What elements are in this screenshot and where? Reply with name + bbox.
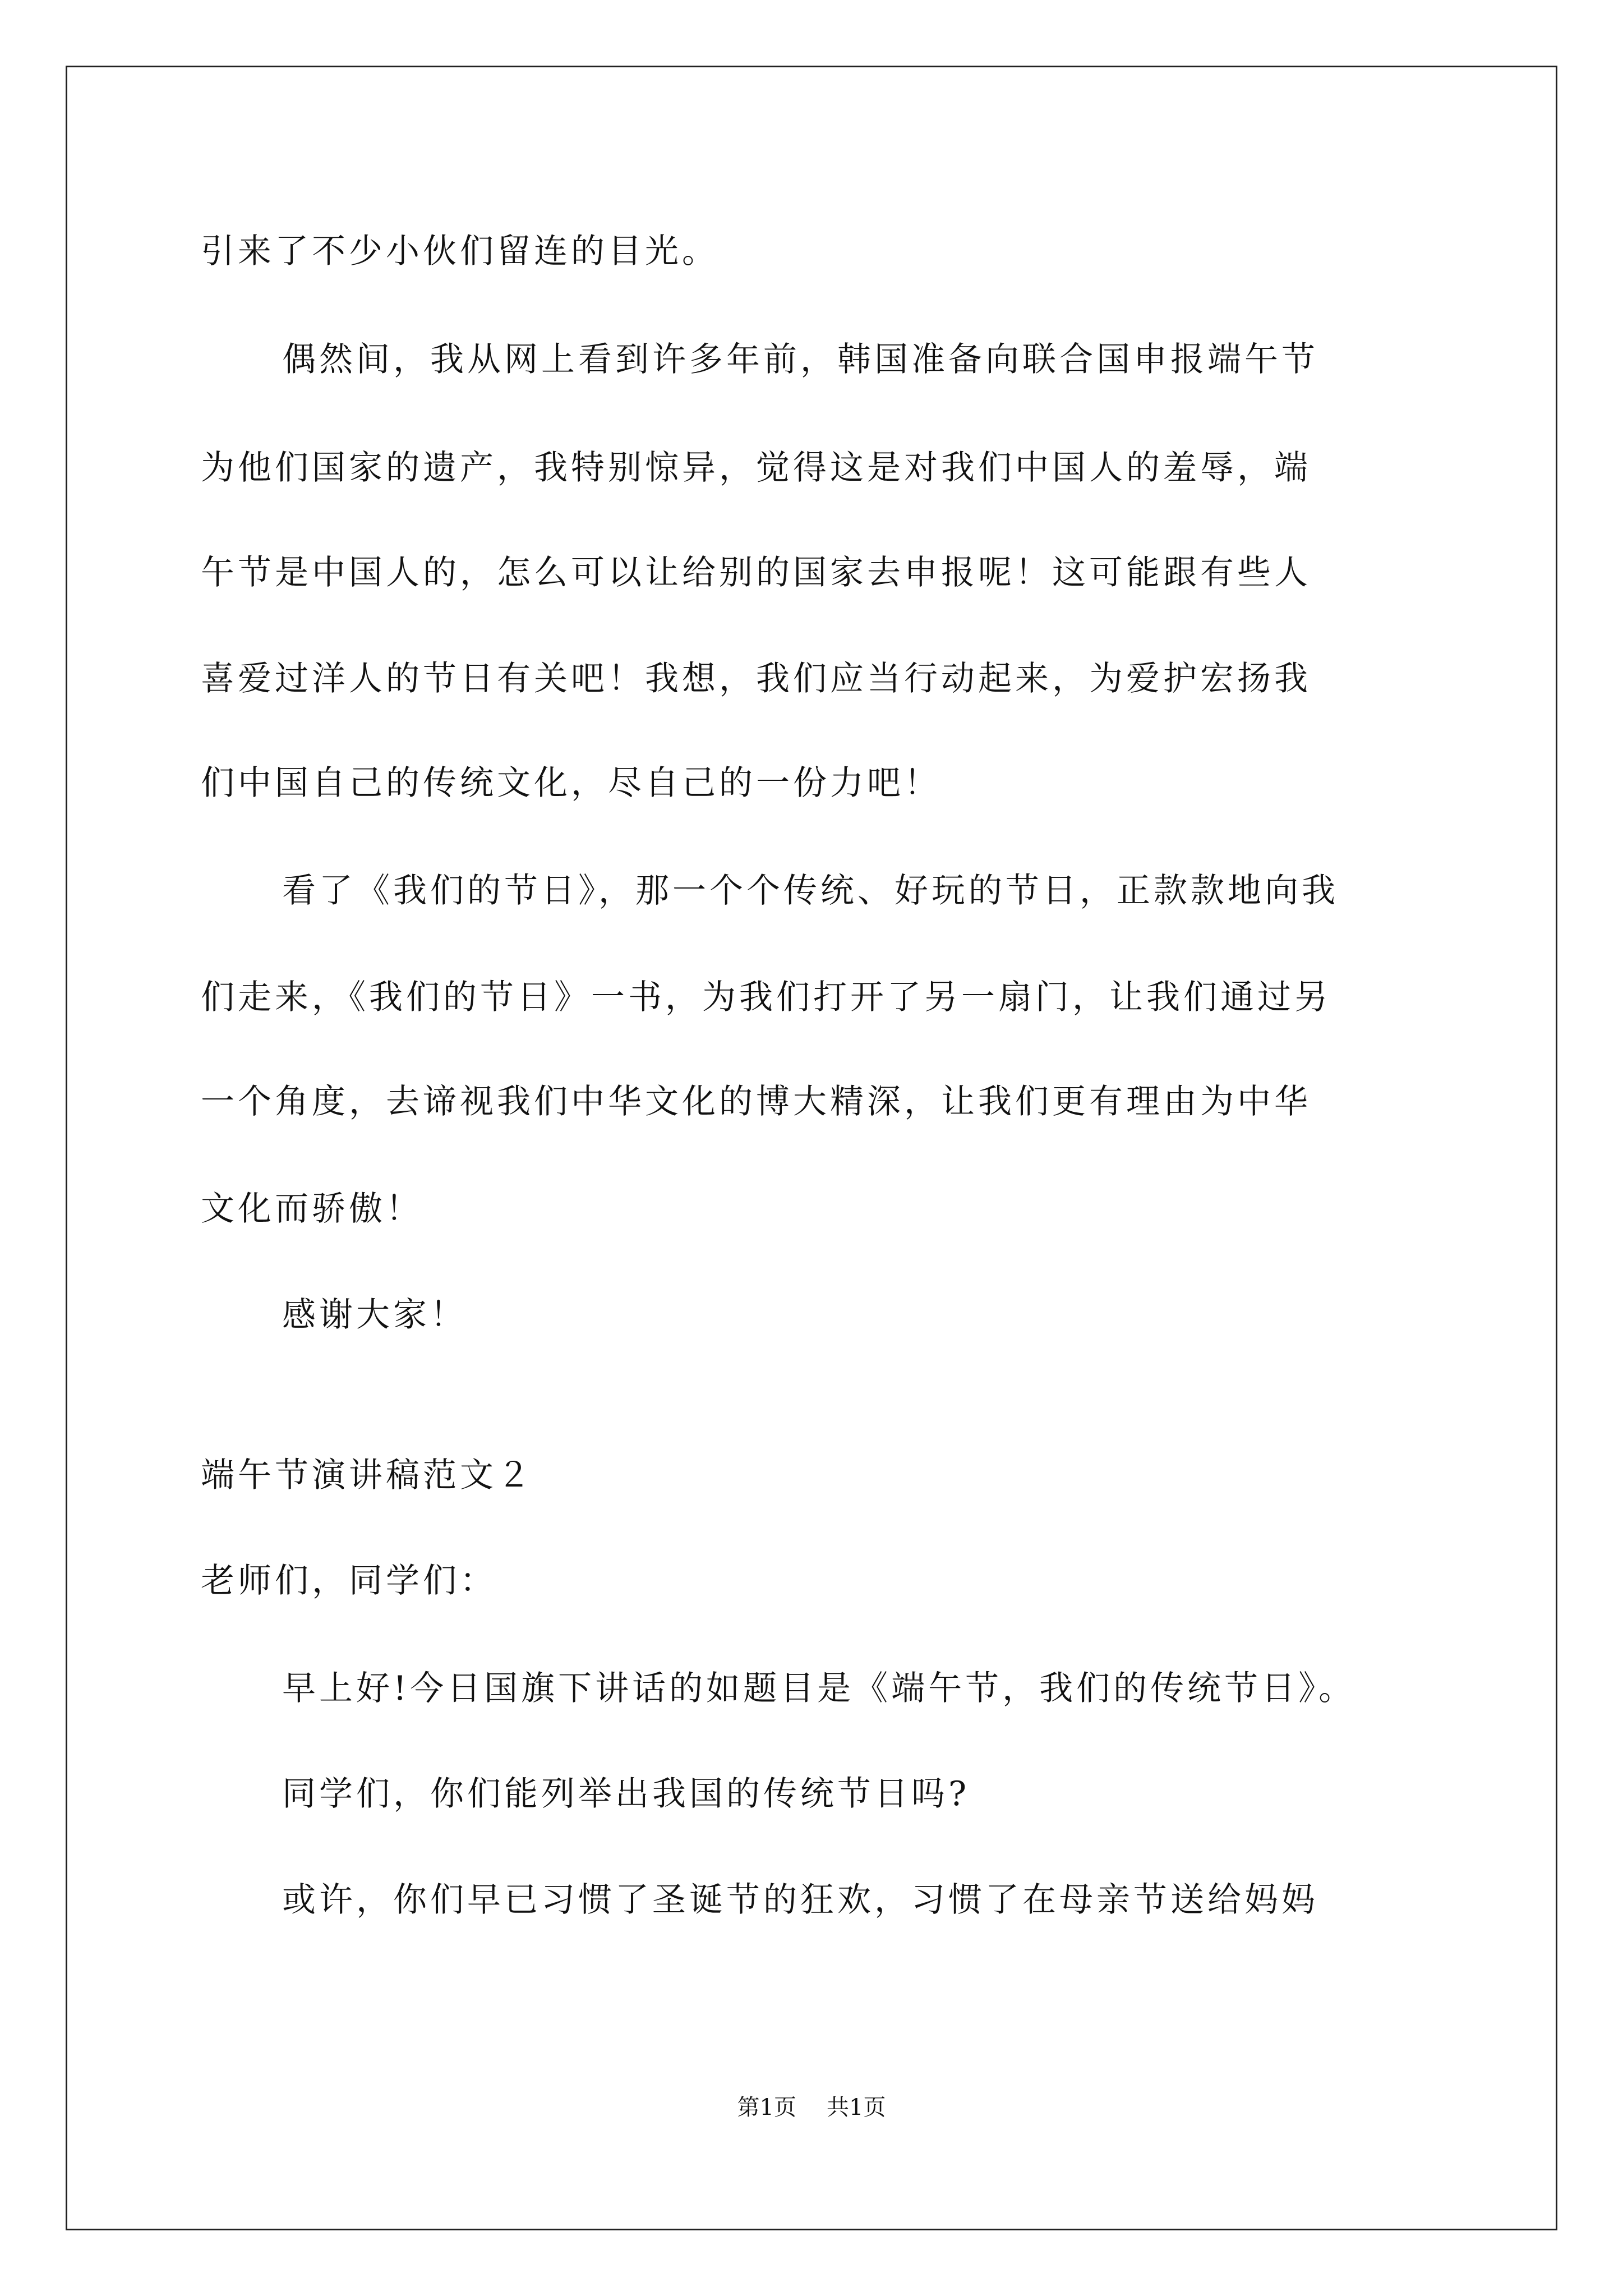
text-line-8: 们走来，《我们的节日》一书，为我们打开了另一扇门，让我们通过另 [201, 978, 1331, 1017]
text-line-5: 喜爱过洋人的节日有关吧！我想，我们应当行动起来，为爱护宏扬我 [201, 659, 1311, 698]
text-line-2: 偶然间，我从网上看到许多年前，韩国准备向联合国申报端午节 [282, 340, 1318, 379]
text-line-13: 早上好!今日国旗下讲话的如题目是《端午节，我们的传统节日》。 [282, 1669, 1356, 1708]
text-line-7: 看了《我们的节日》，那一个个传统、好玩的节日，正款款地向我 [282, 871, 1339, 910]
text-line-9: 一个角度，去谛视我们中华文化的博大精深，让我们更有理由为中华 [201, 1082, 1311, 1121]
text-line-15: 或许，你们早已习惯了圣诞节的狂欢，习惯了在母亲节送给妈妈 [282, 1880, 1318, 1920]
text-line-10: 文化而骄傲！ [201, 1189, 423, 1228]
page-footer [0, 2093, 1623, 2122]
text-line-14: 同学们，你们能列举出我国的传统节日吗? [282, 1774, 970, 1814]
section-heading: 端午节演讲稿范文２ [201, 1456, 534, 1495]
text-line-6: 们中国自己的传统文化，尽自己的一份力吧！ [201, 763, 941, 803]
text-line-3: 为他们国家的遗产，我特别惊异，觉得这是对我们中国人的羞辱，端 [201, 448, 1311, 487]
page-number: 第1页 [737, 2095, 796, 2120]
text-line-4: 午节是中国人的，怎么可以让给别的国家去申报呢！这可能跟有些人 [201, 553, 1311, 592]
page-total: 共1页 [827, 2095, 886, 2120]
text-line-1: 引来了不少小伙们留连的目光。 [201, 232, 719, 271]
text-line-12: 老师们，同学们： [201, 1561, 497, 1600]
text-line-11: 感谢大家！ [282, 1295, 467, 1335]
